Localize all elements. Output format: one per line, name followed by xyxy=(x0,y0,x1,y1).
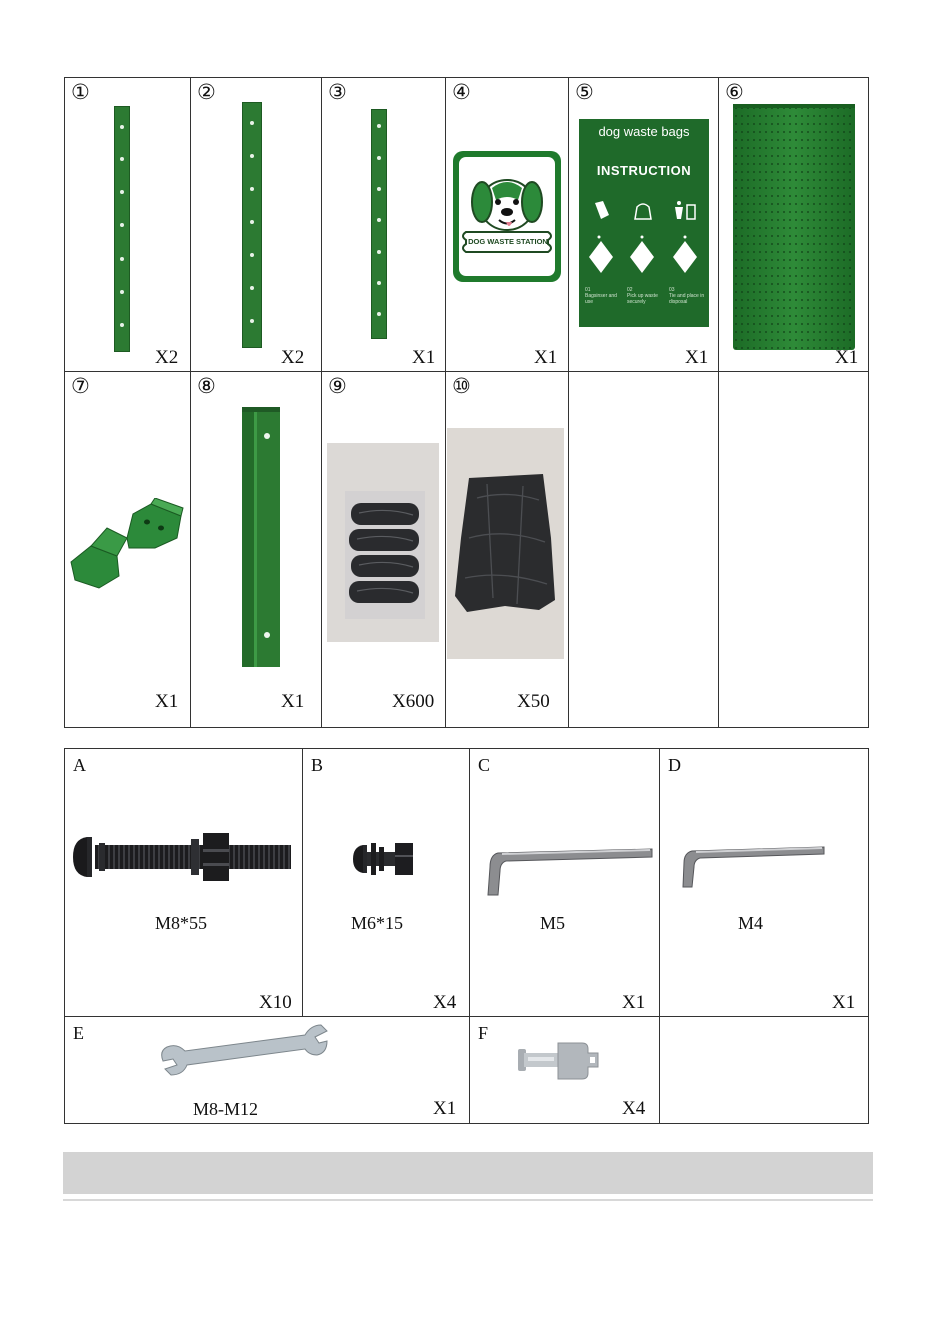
part-quantity: X600 xyxy=(392,691,435,712)
footer-bar xyxy=(63,1152,873,1194)
hardware-quantity: X1 xyxy=(832,992,856,1013)
bag-rolls-icon xyxy=(327,443,439,642)
part-number: ⑨ xyxy=(328,374,347,398)
slotted-post-icon xyxy=(242,102,262,348)
hardware-cell-b xyxy=(303,749,470,1017)
hardware-table xyxy=(64,748,869,1124)
hardware-letter: F xyxy=(478,1023,489,1043)
footer-divider xyxy=(63,1199,873,1201)
part-number: ② xyxy=(197,80,216,104)
hardware-quantity: X10 xyxy=(259,992,292,1013)
hex-key-icon xyxy=(676,843,828,891)
part-cell-3 xyxy=(322,78,446,372)
parts-table xyxy=(64,77,869,728)
part-quantity: X50 xyxy=(517,691,550,712)
trash-bags-icon xyxy=(447,428,564,659)
hardware-size: M8-M12 xyxy=(193,1099,259,1119)
instruction-title: dog waste bags xyxy=(598,124,690,139)
hardware-cell-c xyxy=(470,749,660,1017)
part-quantity: X1 xyxy=(685,347,709,368)
hardware-cell-d xyxy=(660,749,869,1017)
hardware-quantity: X4 xyxy=(622,1098,646,1119)
part-quantity: X1 xyxy=(412,347,436,368)
part-quantity: X1 xyxy=(155,691,179,712)
part-quantity: X1 xyxy=(281,691,305,712)
slotted-post-icon xyxy=(371,109,387,339)
part-number: ① xyxy=(71,80,90,104)
hardware-cell-f xyxy=(470,1017,660,1124)
part-number: ⑥ xyxy=(725,80,744,104)
part-cell-8 xyxy=(191,372,322,728)
small-bolt-icon xyxy=(353,839,415,879)
part-number: ⑧ xyxy=(197,374,216,398)
part-number: ⑦ xyxy=(71,374,90,398)
hardware-size: M8*55 xyxy=(155,913,208,933)
part-quantity: X2 xyxy=(281,347,305,368)
part-cell-5 xyxy=(569,78,719,372)
hardware-letter: B xyxy=(311,755,324,775)
part-quantity: X2 xyxy=(155,347,179,368)
hardware-letter: A xyxy=(73,755,86,775)
part-cell-9 xyxy=(322,372,446,728)
instruction-panel-icon: dog waste bags INSTRUCTION 01 Bagsinser and use 02 Pick up waste securely 03 Tie and place in disposal xyxy=(579,119,709,327)
dog-waste-station-sign-icon xyxy=(452,150,562,283)
wrench-icon xyxy=(157,1021,329,1079)
bolt-with-nut-icon xyxy=(73,827,293,887)
lock-key-icon xyxy=(518,1039,602,1083)
part-cell-10 xyxy=(446,372,569,728)
hardware-letter: D xyxy=(668,755,681,775)
instruction-step-icons xyxy=(579,197,709,287)
hardware-quantity: X4 xyxy=(433,992,457,1013)
hardware-cell-a xyxy=(65,749,303,1017)
hardware-size: M6*15 xyxy=(351,913,404,933)
hardware-cell-e xyxy=(65,1017,470,1124)
part-cell-6 xyxy=(719,78,869,372)
part-cell-2 xyxy=(191,78,322,372)
part-quantity: X1 xyxy=(835,347,859,368)
z-bracket-icon xyxy=(69,498,187,592)
part-cell-1 xyxy=(65,78,191,372)
hex-key-icon xyxy=(480,845,656,901)
empty-cell xyxy=(569,372,719,728)
hardware-size: M4 xyxy=(738,913,764,933)
part-number: ④ xyxy=(452,80,471,104)
empty-cell xyxy=(660,1017,869,1124)
part-cell-7 xyxy=(65,372,191,728)
hardware-quantity: X1 xyxy=(622,992,646,1013)
empty-cell xyxy=(719,372,869,728)
hardware-letter: C xyxy=(478,755,491,775)
sign-text: DOG WASTE STATION xyxy=(468,237,548,246)
perforated-bin-icon xyxy=(733,104,855,350)
hardware-quantity: X1 xyxy=(433,1098,457,1119)
part-number: ③ xyxy=(328,80,347,104)
hardware-letter: E xyxy=(73,1023,84,1043)
instruction-heading: INSTRUCTION xyxy=(596,163,692,178)
channel-post-icon xyxy=(242,407,280,667)
hardware-size: M5 xyxy=(540,913,566,933)
part-number: ⑩ xyxy=(452,374,471,398)
part-quantity: X1 xyxy=(534,347,558,368)
part-number: ⑤ xyxy=(575,80,594,104)
slotted-post-icon xyxy=(114,106,130,352)
part-cell-4 xyxy=(446,78,569,372)
